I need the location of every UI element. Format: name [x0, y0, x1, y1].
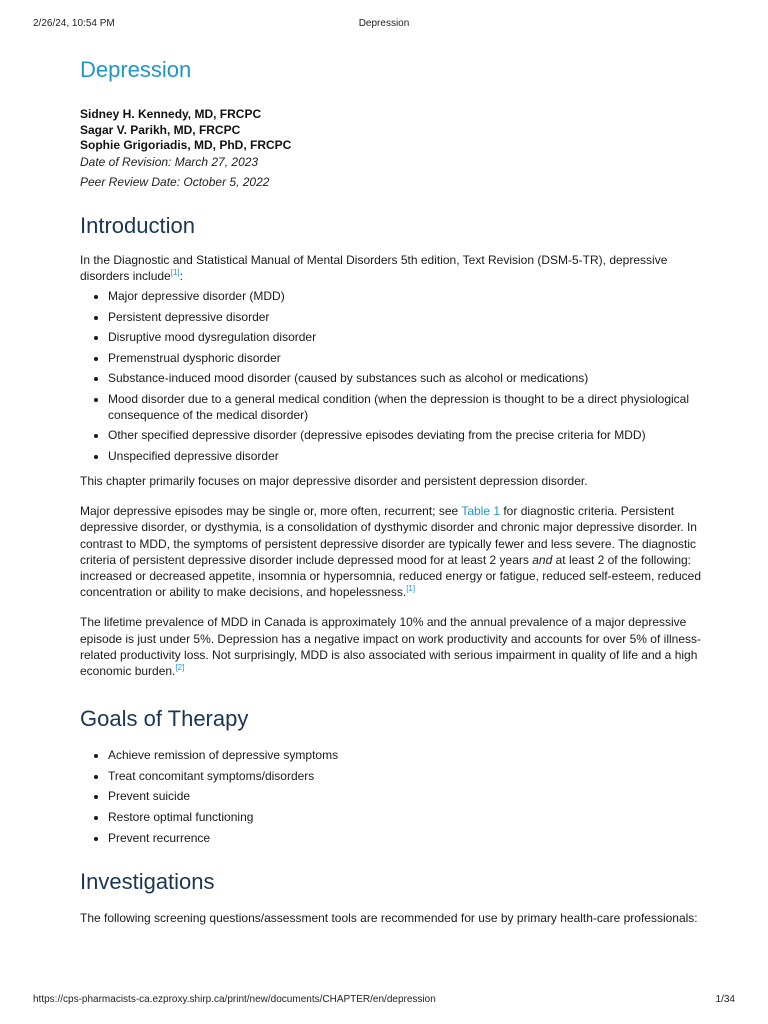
focus-paragraph: This chapter primarily focuses on major depressive disorder and persistent depression disorder. — [80, 474, 588, 489]
list-item: • Mood disorder due to a general medical condition (when the depression is thought to be a direct physiological consequence of the medical disorder) — [108, 391, 720, 423]
print-url: https://cps-pharmacists-ca.ezproxy.shirp.ca/print/new/documents/CHAPTER/en/depression — [33, 994, 436, 1005]
intro-lead-text: In the Diagnostic and Statistical Manual of Mental Disorders 5th edition, Text Revision (DSM-5-TR), depressive disorders include — [80, 252, 668, 283]
author: Sophie Grigoriadis, MD, PhD, FRCPC — [80, 138, 292, 152]
investigations-paragraph: The following screening questions/assessment tools are recommended for use by primary health-care professionals: — [80, 910, 698, 925]
paragraph-text: The lifetime prevalence of MDD in Canada is approximately 10% and the annual prevalence of a major depressive episode is just under 5%. Depression has a negative impact on work productivity and accounts for over 5% of illness-related productivity loss. Not surprisingly, MDD is also associated with serious impairment in quality of life and a high economic burden. — [80, 615, 701, 679]
print-title: Depression — [358, 18, 410, 29]
intro-lead-end: : — [179, 268, 183, 283]
list-item: • Restore optimal functioning — [108, 809, 720, 825]
list-item: • Substance-induced mood disorder (caused by substances such as alcohol or medications) — [108, 370, 720, 386]
author: Sidney H. Kennedy, MD, FRCPC — [80, 107, 262, 121]
list-item: • Unspecified depressive disorder — [108, 448, 720, 464]
paragraph-text: Major depressive episodes may be single or, more often, recurrent; see — [80, 504, 462, 519]
list-item: • Achieve remission of depressive symptoms — [108, 747, 720, 763]
intro-paragraph — [80, 252, 720, 284]
list-item: • Premenstrual dysphoric disorder — [108, 350, 720, 366]
section-heading-investigations: Investigations — [80, 868, 215, 894]
list-item: • Persistent depressive disorder — [108, 309, 720, 325]
prevalence-paragraph — [80, 614, 720, 679]
table-1-link[interactable]: Table 1 — [461, 504, 501, 519]
list-item: • Treat concomitant symptoms/disorders — [108, 768, 720, 784]
disorder-list — [80, 288, 720, 464]
reference-link[interactable]: [1] — [170, 267, 180, 277]
reference-link[interactable]: [2] — [175, 663, 185, 673]
dysthymia-paragraph — [80, 503, 720, 600]
document-content — [80, 56, 720, 926]
list-item: • Other specified depressive disorder (depressive episodes deviating from the precise criteria for MDD) — [108, 427, 720, 443]
paragraph-text: for diagnostic criteria. Persistent depressive disorder, or dysthymia, is a consolidation of dysthymic disorder and chronic major depressive disorder. In contrast to MDD, the symptoms of persistent depressive disorder are typically fewer and less severe. The diagnostic criteria of persistent depressive disorder include depressed mood for at least 2 years — [80, 504, 697, 567]
list-item: • Major depressive disorder (MDD) — [108, 288, 720, 304]
goals-list — [80, 747, 720, 845]
print-footer — [33, 994, 735, 1008]
section-heading-goals: Goals of Therapy — [80, 706, 249, 732]
author: Sagar V. Parikh, MD, FRCPC — [80, 122, 241, 137]
list-item: • Prevent recurrence — [108, 830, 720, 846]
section-heading-introduction: Introduction — [80, 212, 195, 238]
page-number: 1/34 — [715, 994, 735, 1005]
author-list — [80, 107, 720, 154]
reference-link[interactable]: [1] — [406, 584, 416, 594]
list-item: • Disruptive mood dysregulation disorder — [108, 329, 720, 345]
list-item: • Prevent suicide — [108, 788, 720, 804]
peer-review-date: Peer Review Date: October 5, 2022 — [80, 174, 270, 189]
emphasis-text: and — [532, 552, 553, 567]
print-header — [33, 18, 735, 32]
revision-date: Date of Revision: March 27, 2023 — [80, 154, 259, 169]
page-title: Depression — [80, 57, 192, 82]
print-datetime: 2/26/24, 10:54 PM — [33, 18, 115, 29]
paragraph-text: at least 2 of the following: increased or decreased appetite, insomnia or hypersomnia, reduced energy or fatigue, reduced self-esteem, reduced concentration or ability to make decisions, and hopelessness. — [80, 552, 702, 600]
